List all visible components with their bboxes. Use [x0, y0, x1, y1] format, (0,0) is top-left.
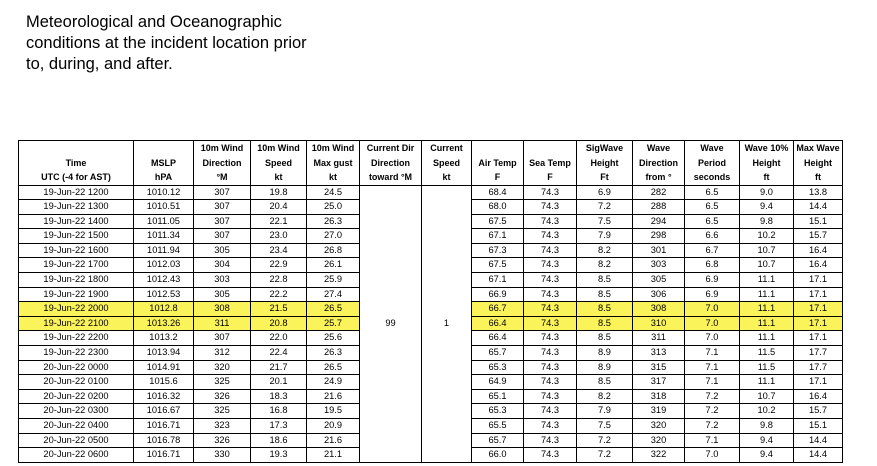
table-cell: 19-Jun-22 1500	[19, 229, 134, 244]
caption-line: conditions at the incident location prior	[26, 34, 307, 52]
column-header: kt	[251, 170, 307, 185]
table-cell: 6.5	[685, 200, 740, 215]
column-header: 10m Wind	[194, 141, 251, 156]
column-header: Speed	[251, 156, 307, 171]
table-cell: 320	[633, 433, 685, 448]
table-cell: 24.9	[307, 375, 360, 390]
table-cell: 15.1	[794, 214, 843, 229]
table-cell: 306	[633, 287, 685, 302]
table-cell: 1013.94	[134, 346, 194, 361]
table-cell: 17.3	[251, 419, 307, 434]
table-cell: 65.3	[472, 360, 524, 375]
table-cell: 307	[194, 185, 251, 200]
table-cell: 22.8	[251, 273, 307, 288]
table-cell: 7.0	[685, 316, 740, 331]
table-cell: 6.5	[685, 214, 740, 229]
table-cell: 19-Jun-22 1400	[19, 214, 134, 229]
table-cell: 15.1	[794, 419, 843, 434]
table-cell: 8.5	[577, 316, 633, 331]
table-cell: 7.1	[685, 360, 740, 375]
column-header: Max gust	[307, 156, 360, 171]
table-cell: 307	[194, 229, 251, 244]
table-cell: 318	[633, 389, 685, 404]
table-cell: 68.4	[472, 185, 524, 200]
table-cell: 325	[194, 375, 251, 390]
column-header: Height	[577, 156, 633, 171]
table-cell: 25.7	[307, 316, 360, 331]
column-header: UTC (-4 for AST)	[19, 170, 134, 185]
table-cell: 26.8	[307, 243, 360, 258]
column-header: Sea Temp	[524, 156, 577, 171]
table-cell: 67.3	[472, 243, 524, 258]
table-cell: 19-Jun-22 1800	[19, 273, 134, 288]
table-cell: 304	[194, 258, 251, 273]
table-cell: 7.0	[685, 448, 740, 463]
table-cell: 74.3	[524, 287, 577, 302]
table-cell: 1012.8	[134, 302, 194, 317]
table-cell: 8.5	[577, 302, 633, 317]
table-cell: 16.8	[251, 404, 307, 419]
table-cell: 8.5	[577, 287, 633, 302]
table-cell: 20-Jun-22 0000	[19, 360, 134, 375]
table-cell: 8.2	[577, 258, 633, 273]
table-cell: 74.3	[524, 302, 577, 317]
column-header	[19, 141, 134, 156]
column-header: ft	[740, 170, 794, 185]
table-cell: 330	[194, 448, 251, 463]
table-cell: 17.1	[794, 302, 843, 317]
table-cell: 19-Jun-22 1600	[19, 243, 134, 258]
table-cell: 19-Jun-22 2200	[19, 331, 134, 346]
table-cell: 67.1	[472, 273, 524, 288]
table-cell: 307	[194, 214, 251, 229]
table-cell: 25.9	[307, 273, 360, 288]
table-cell: 11.5	[740, 360, 794, 375]
column-header: Direction	[360, 156, 422, 171]
table-cell: 10.7	[740, 258, 794, 273]
table-cell: 74.3	[524, 331, 577, 346]
column-header: Direction	[194, 156, 251, 171]
column-header: F	[524, 170, 577, 185]
column-header: MSLP	[134, 156, 194, 171]
table-cell: 11.1	[740, 375, 794, 390]
table-cell: 1016.67	[134, 404, 194, 419]
column-header: kt	[307, 170, 360, 185]
column-header: F	[472, 170, 524, 185]
table-cell: 20-Jun-22 0400	[19, 419, 134, 434]
table-cell: 18.3	[251, 389, 307, 404]
table-cell: 311	[633, 331, 685, 346]
table-cell: 7.9	[577, 229, 633, 244]
table-cell: 1016.78	[134, 433, 194, 448]
table-cell: 11.1	[740, 316, 794, 331]
table-cell: 17.1	[794, 273, 843, 288]
column-header: Current	[422, 141, 472, 156]
table-cell: 307	[194, 200, 251, 215]
table-cell: 6.6	[685, 229, 740, 244]
table-cell: 16.4	[794, 389, 843, 404]
table-cell: 65.1	[472, 389, 524, 404]
table-cell: 7.2	[685, 419, 740, 434]
table-cell: 308	[633, 302, 685, 317]
table-cell: 26.1	[307, 258, 360, 273]
table-cell: 21.5	[251, 302, 307, 317]
table-cell: 17.7	[794, 346, 843, 361]
table-cell: 21.6	[307, 389, 360, 404]
table-cell: 1012.53	[134, 287, 194, 302]
table-cell: 319	[633, 404, 685, 419]
table-cell: 7.9	[577, 404, 633, 419]
table-cell: 1014.91	[134, 360, 194, 375]
table-cell: 312	[194, 346, 251, 361]
table-cell: 1013.2	[134, 331, 194, 346]
table-cell: 19.5	[307, 404, 360, 419]
table-cell: 320	[633, 419, 685, 434]
column-header: °M	[194, 170, 251, 185]
table-cell: 74.3	[524, 346, 577, 361]
table-header	[19, 141, 843, 186]
table-cell: 10.2	[740, 404, 794, 419]
table-cell: 7.0	[685, 302, 740, 317]
table-cell: 16.4	[794, 258, 843, 273]
table-cell: 21.1	[307, 448, 360, 463]
table-cell: 16.4	[794, 243, 843, 258]
table-cell: 305	[194, 287, 251, 302]
table-cell: 7.2	[685, 389, 740, 404]
table-cell: 21.6	[307, 433, 360, 448]
table-cell: 288	[633, 200, 685, 215]
table-cell: 1011.05	[134, 214, 194, 229]
table-cell: 294	[633, 214, 685, 229]
table-cell: 65.7	[472, 346, 524, 361]
table-cell: 74.3	[524, 214, 577, 229]
table-cell: 6.9	[685, 287, 740, 302]
table-cell: 23.0	[251, 229, 307, 244]
table-cell: 19-Jun-22 1200	[19, 185, 134, 200]
table-cell: 301	[633, 243, 685, 258]
table-cell: 311	[194, 316, 251, 331]
column-header: Height	[740, 156, 794, 171]
table-cell: 9.0	[740, 185, 794, 200]
table-cell: 23.4	[251, 243, 307, 258]
column-header: 10m Wind	[251, 141, 307, 156]
column-header: toward °M	[360, 170, 422, 185]
table-cell: 8.9	[577, 360, 633, 375]
table-cell: 326	[194, 433, 251, 448]
table-cell: 66.4	[472, 316, 524, 331]
table-cell: 27.0	[307, 229, 360, 244]
table-cell: 7.0	[685, 331, 740, 346]
table-cell: 323	[194, 419, 251, 434]
table-cell: 74.3	[524, 389, 577, 404]
table-cell: 1013.26	[134, 316, 194, 331]
column-header: Air Temp	[472, 156, 524, 171]
table-cell: 20.4	[251, 200, 307, 215]
table-cell: 7.5	[577, 214, 633, 229]
table-cell: 7.1	[685, 433, 740, 448]
table-cell: 19.3	[251, 448, 307, 463]
table-cell: 74.3	[524, 200, 577, 215]
column-header: SigWave	[577, 141, 633, 156]
table-cell: 8.2	[577, 389, 633, 404]
column-header: hPA	[134, 170, 194, 185]
table-cell: 298	[633, 229, 685, 244]
table-cell: 11.5	[740, 346, 794, 361]
table-body	[19, 185, 843, 462]
table-cell: 65.5	[472, 419, 524, 434]
column-header: Height	[794, 156, 843, 171]
table-cell: 15.7	[794, 229, 843, 244]
column-header: Wave	[685, 141, 740, 156]
column-header: Direction	[633, 156, 685, 171]
table-cell: 20.8	[251, 316, 307, 331]
table-cell: 64.9	[472, 375, 524, 390]
table-cell: 7.2	[685, 404, 740, 419]
table-cell: 282	[633, 185, 685, 200]
table-cell: 20-Jun-22 0600	[19, 448, 134, 463]
table-cell: 15.7	[794, 404, 843, 419]
table-cell: 7.2	[577, 200, 633, 215]
table-cell: 19-Jun-22 1300	[19, 200, 134, 215]
table-cell: 17.1	[794, 331, 843, 346]
table-row	[19, 185, 843, 200]
table-cell: 1012.03	[134, 258, 194, 273]
table-cell: 74.3	[524, 258, 577, 273]
table-cell: 8.9	[577, 346, 633, 361]
caption-line: to, during, and after.	[26, 55, 173, 73]
table-cell: 19-Jun-22 1900	[19, 287, 134, 302]
column-header: Time	[19, 156, 134, 171]
table-cell: 26.3	[307, 214, 360, 229]
current-direction-cell: 99	[360, 185, 422, 462]
column-header: Wave 10%	[740, 141, 794, 156]
table-cell: 1011.34	[134, 229, 194, 244]
table-cell: 305	[633, 273, 685, 288]
table-cell: 17.1	[794, 316, 843, 331]
table-cell: 1011.94	[134, 243, 194, 258]
table-cell: 27.4	[307, 287, 360, 302]
table-cell: 7.5	[577, 419, 633, 434]
table-cell: 1010.12	[134, 185, 194, 200]
table-cell: 21.7	[251, 360, 307, 375]
table-cell: 20.1	[251, 375, 307, 390]
table-cell: 67.5	[472, 214, 524, 229]
column-header: Ft	[577, 170, 633, 185]
column-header: seconds	[685, 170, 740, 185]
table-cell: 74.3	[524, 419, 577, 434]
table-cell: 6.8	[685, 258, 740, 273]
table-cell: 1010.51	[134, 200, 194, 215]
table-cell: 17.1	[794, 375, 843, 390]
table-cell: 320	[194, 360, 251, 375]
table-cell: 74.3	[524, 360, 577, 375]
table-cell: 66.9	[472, 287, 524, 302]
table-cell: 20-Jun-22 0300	[19, 404, 134, 419]
table-cell: 1016.71	[134, 419, 194, 434]
table-cell: 6.9	[685, 273, 740, 288]
table-cell: 22.9	[251, 258, 307, 273]
table-cell: 68.0	[472, 200, 524, 215]
table-cell: 20-Jun-22 0200	[19, 389, 134, 404]
table-cell: 325	[194, 404, 251, 419]
table-cell: 66.0	[472, 448, 524, 463]
table-cell: 11.1	[740, 287, 794, 302]
table-cell: 74.3	[524, 229, 577, 244]
table-cell: 313	[633, 346, 685, 361]
column-header: kt	[422, 170, 472, 185]
table-cell: 74.3	[524, 375, 577, 390]
table-cell: 303	[633, 258, 685, 273]
table-cell: 1016.32	[134, 389, 194, 404]
table-cell: 19-Jun-22 1700	[19, 258, 134, 273]
table-cell: 305	[194, 243, 251, 258]
table-cell: 74.3	[524, 316, 577, 331]
table-cell: 10.7	[740, 389, 794, 404]
header-row-middle	[19, 156, 843, 171]
table-cell: 7.1	[685, 346, 740, 361]
current-speed-cell: 1	[422, 185, 472, 462]
table-cell: 20.9	[307, 419, 360, 434]
column-header: Current Dir	[360, 141, 422, 156]
table-cell: 1012.43	[134, 273, 194, 288]
table-cell: 18.6	[251, 433, 307, 448]
table-cell: 19-Jun-22 2000	[19, 302, 134, 317]
table-cell: 10.7	[740, 243, 794, 258]
table-cell: 307	[194, 331, 251, 346]
table-cell: 74.3	[524, 433, 577, 448]
table-cell: 22.1	[251, 214, 307, 229]
table-cell: 13.8	[794, 185, 843, 200]
table-cell: 11.1	[740, 302, 794, 317]
column-header: 10m Wind	[307, 141, 360, 156]
table-cell: 14.4	[794, 448, 843, 463]
table-cell: 20-Jun-22 0100	[19, 375, 134, 390]
table-cell: 65.7	[472, 433, 524, 448]
column-header: Max Wave	[794, 141, 843, 156]
metocean-table	[18, 140, 843, 463]
column-header: Period	[685, 156, 740, 171]
caption-line: Meteorological and Oceanographic	[26, 13, 282, 31]
table-cell: 308	[194, 302, 251, 317]
column-header: ft	[794, 170, 843, 185]
column-header	[472, 141, 524, 156]
table-cell: 9.8	[740, 214, 794, 229]
column-header: Wave	[633, 141, 685, 156]
table-cell: 326	[194, 389, 251, 404]
table-cell: 25.6	[307, 331, 360, 346]
table-cell: 25.0	[307, 200, 360, 215]
table-cell: 7.2	[577, 448, 633, 463]
table-cell: 19-Jun-22 2100	[19, 316, 134, 331]
table-cell: 11.1	[740, 331, 794, 346]
table-cell: 14.4	[794, 433, 843, 448]
table-cell: 9.4	[740, 200, 794, 215]
table-cell: 6.5	[685, 185, 740, 200]
table-cell: 7.1	[685, 375, 740, 390]
header-row-top	[19, 141, 843, 156]
table-cell: 22.0	[251, 331, 307, 346]
table-cell: 1016.71	[134, 448, 194, 463]
table-cell: 8.5	[577, 273, 633, 288]
table-cell: 17.1	[794, 287, 843, 302]
table-cell: 66.4	[472, 331, 524, 346]
table-cell: 74.3	[524, 273, 577, 288]
table-cell: 10.2	[740, 229, 794, 244]
table-cell: 317	[633, 375, 685, 390]
table-cell: 303	[194, 273, 251, 288]
table-cell: 17.7	[794, 360, 843, 375]
table-cell: 22.4	[251, 346, 307, 361]
table-cell: 26.5	[307, 302, 360, 317]
table-cell: 14.4	[794, 200, 843, 215]
column-header	[524, 141, 577, 156]
table-cell: 8.2	[577, 243, 633, 258]
table-cell: 11.1	[740, 273, 794, 288]
table-cell: 315	[633, 360, 685, 375]
table-cell: 20-Jun-22 0500	[19, 433, 134, 448]
table-cell: 66.7	[472, 302, 524, 317]
table-cell: 24.5	[307, 185, 360, 200]
table-cell: 9.4	[740, 448, 794, 463]
table-cell: 322	[633, 448, 685, 463]
table-cell: 74.3	[524, 448, 577, 463]
table-cell: 65.3	[472, 404, 524, 419]
table-cell: 19.8	[251, 185, 307, 200]
column-header: from °	[633, 170, 685, 185]
table-cell: 67.1	[472, 229, 524, 244]
table-cell: 6.9	[577, 185, 633, 200]
table-cell: 74.3	[524, 243, 577, 258]
table-caption	[26, 12, 356, 75]
table-cell: 8.5	[577, 331, 633, 346]
table-cell: 74.3	[524, 185, 577, 200]
table-cell: 22.2	[251, 287, 307, 302]
column-header	[134, 141, 194, 156]
table-cell: 26.5	[307, 360, 360, 375]
table-cell: 6.7	[685, 243, 740, 258]
header-row-units	[19, 170, 843, 185]
table-cell: 74.3	[524, 404, 577, 419]
table-cell: 67.5	[472, 258, 524, 273]
column-header: Speed	[422, 156, 472, 171]
table-cell: 1015.6	[134, 375, 194, 390]
table-cell: 9.4	[740, 433, 794, 448]
table-cell: 310	[633, 316, 685, 331]
table-cell: 8.5	[577, 375, 633, 390]
table-cell: 9.8	[740, 419, 794, 434]
table-cell: 26.3	[307, 346, 360, 361]
table-cell: 7.2	[577, 433, 633, 448]
table-cell: 19-Jun-22 2300	[19, 346, 134, 361]
